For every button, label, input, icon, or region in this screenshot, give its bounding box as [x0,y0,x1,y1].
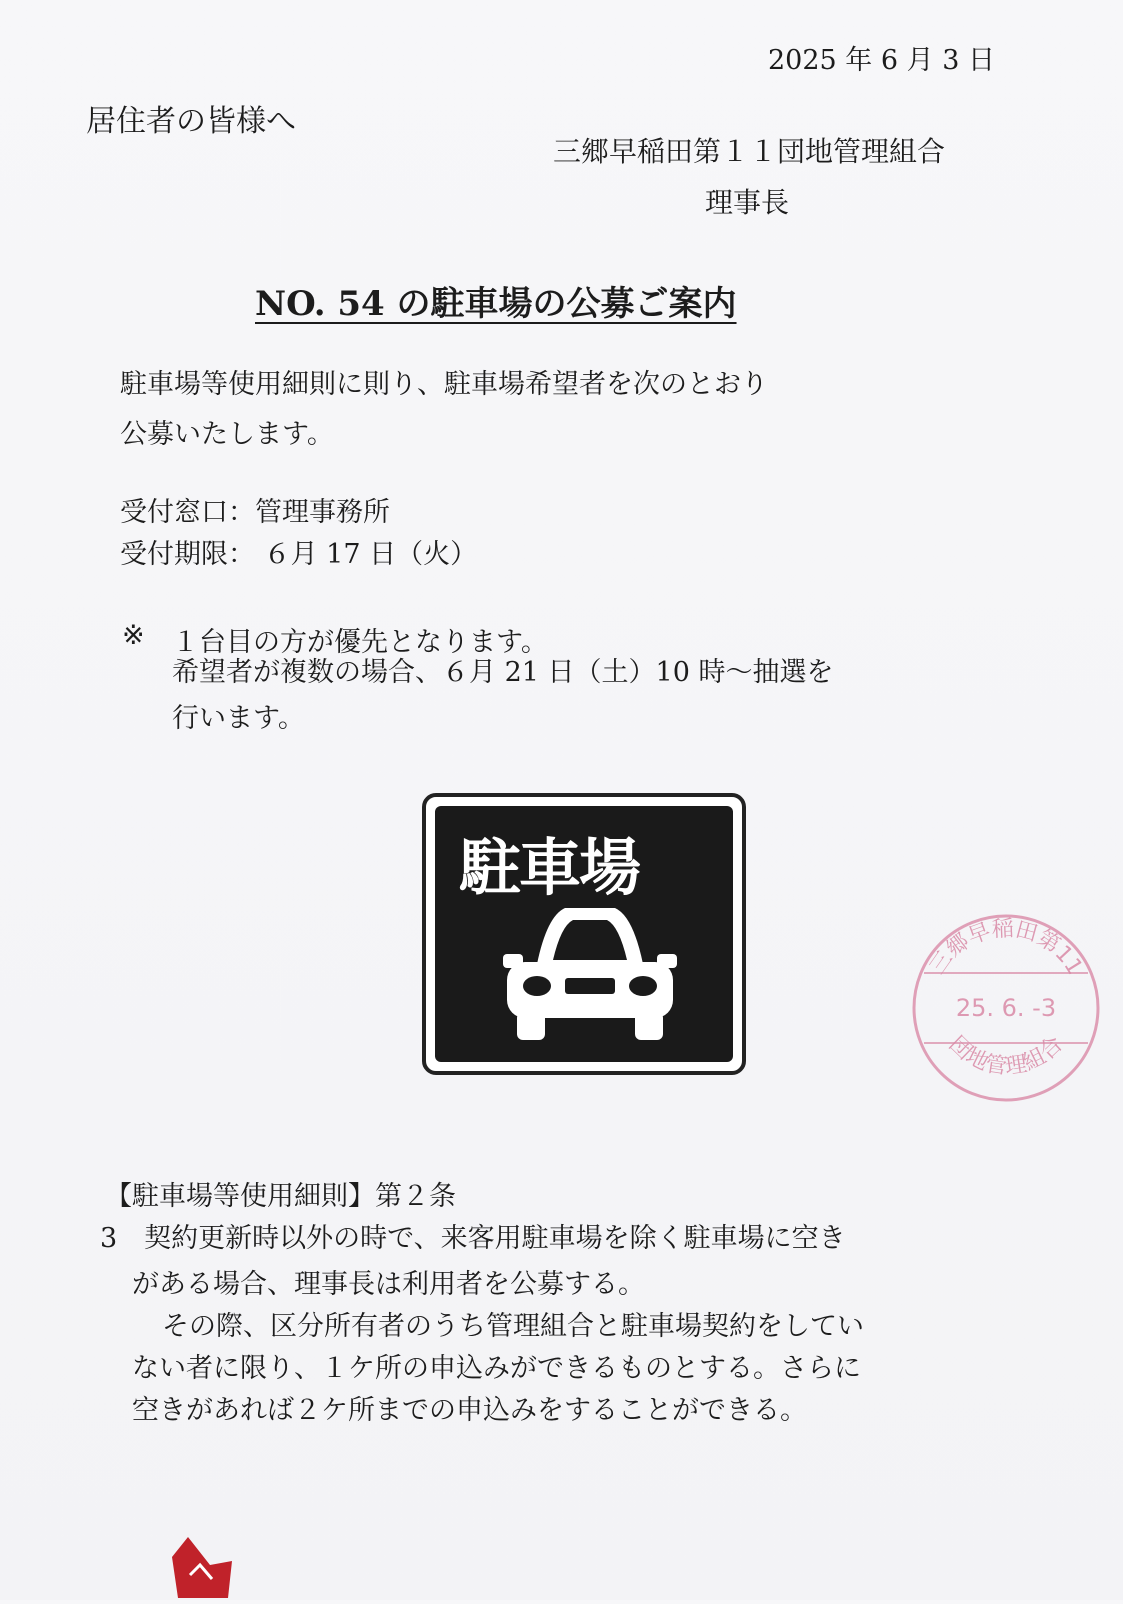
note-asterisk: ※ [122,620,145,651]
article-line-5: 空きがあれば２ケ所までの申込みをすることができる。 [132,1395,807,1426]
torn-corner-mark [170,1535,240,1604]
article-line-2: がある場合、理事長は利用者を公募する。 [132,1269,645,1300]
parking-sign-label: 駐車場 [459,831,640,904]
article-line-4: ない者に限り、１ケ所の申込みができるものとする。さらに [132,1353,861,1384]
recipient-line: 居住者の皆様へ [86,104,296,139]
notice-title: NO. 54 の駐車場の公募ご案内 [255,284,737,324]
sender-organization: 三郷早稲田第１１団地管理組合 [553,135,946,168]
svg-text:三郷早稲田第11 [925,917,1087,980]
note-line-2: 希望者が複数の場合、６月 21 日（土）10 時～抽選を [172,657,834,688]
car-icon [485,894,695,1058]
intro-line-1: 駐車場等使用細則に則り、駐車場希望者を次のとおり [120,369,768,400]
reception-deadline: 受付期限： ６月 17 日（火） [120,539,478,570]
notice-date: 2025 年 6 月 3 日 [768,45,995,76]
article-heading: 【駐車場等使用細則】第２条 [105,1181,456,1212]
svg-text:団地管理組合 [944,1032,1068,1080]
article-line-3: その際、区分所有者のうち管理組合と駐車場契約をしてい [162,1311,864,1342]
note-line-1: １台目の方が優先となります。 [172,627,548,658]
seal-org-top: 三郷早稲田第11 [925,916,1088,980]
intro-line-2: 公募いたします。 [120,419,334,450]
association-seal [906,908,1106,1108]
reception-window: 受付窓口：管理事務所 [120,497,390,528]
parking-sign-panel [435,806,733,1062]
seal-date: 25. 6. -3 [955,994,1057,1022]
sender-title: 理事長 [705,186,790,219]
article-line-1: 3 契約更新時以外の時で、来客用駐車場を除く駐車場に空き [100,1223,846,1254]
note-line-3: 行います。 [172,703,305,734]
seal-org-bottom: 団地管理組合 [944,1031,1068,1080]
parking-sign [422,793,746,1075]
